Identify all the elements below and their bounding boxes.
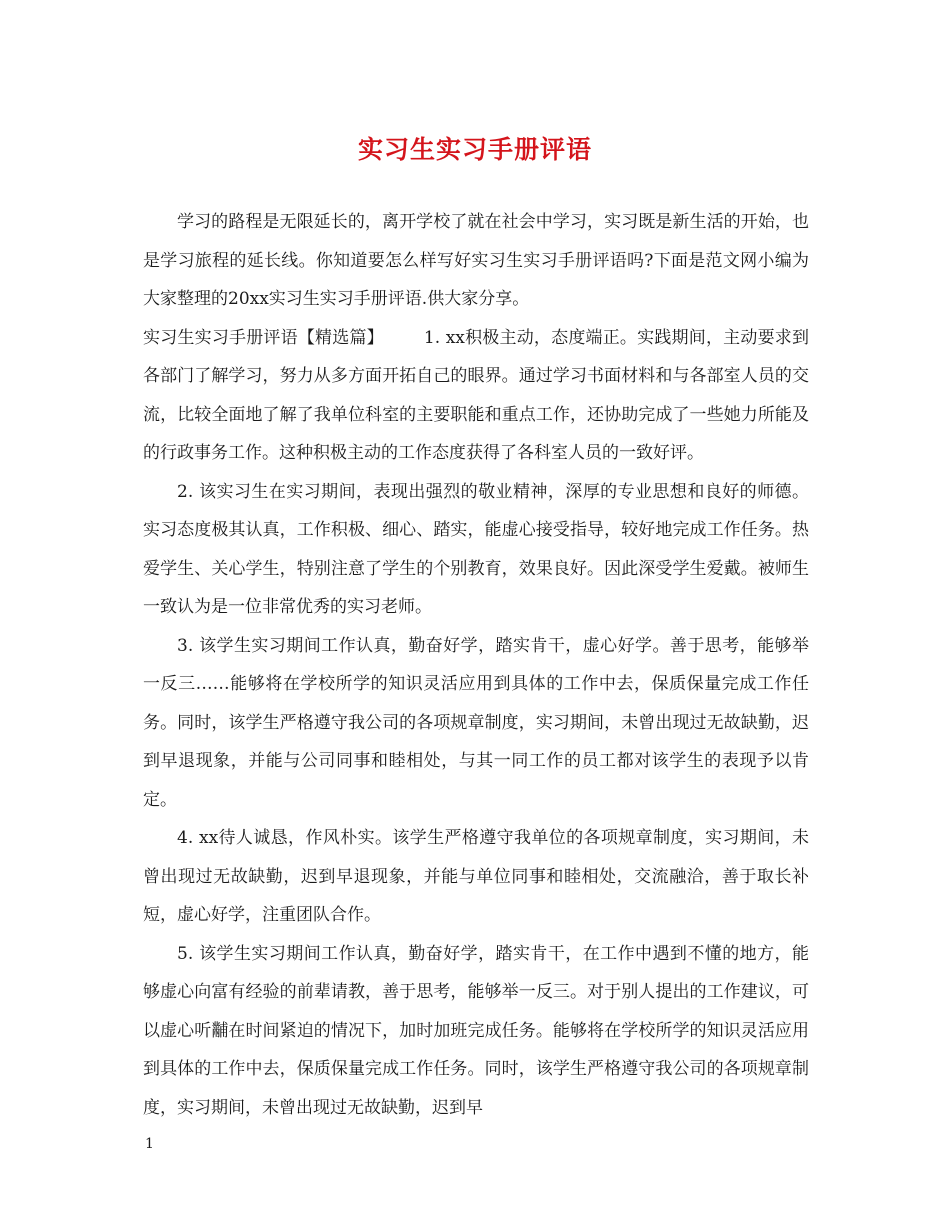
comment-item-4: 4. xx待人诚恳，作风朴实。该学生严格遵守我单位的各项规章制度，实习期间，未曾出现过无故缺勤，迟到早退现象，并能与单位同事和睦相处，交流融洽，善于取长补短，虚心好学，注重团队合作。: [143, 828, 809, 925]
comment-item-1: 1. xx积极主动，态度端正。实践期间，主动要求到各部门了解学习，努力从多方面开拓自己的眼界。通过学习书面材料和与各部室人员的交流，比较全面地了解了我单位科室的主要职能和重点工作，还协助完成了一些她力所能及的行政事务工作。这种积极主动的工作态度获得了各科室人员的一致好评。: [143, 327, 809, 463]
page-title: 实习生实习手册评语: [357, 135, 592, 164]
section-paragraph: [143, 319, 809, 473]
comment-item-3: 3. 该学生实习期间工作认真，勤奋好学，踏实肯干，虚心好学。善于思考，能够举一反三……能够将在学校所学的知识灵活应用到具体的工作中去，保质保量完成工作任务。同时，该学生严格遵守我公司的各项规章制度，实习期间，未曾出现过无故缺勤，迟到早退现象，并能与公司同事和睦相处，与其一同工作的员工都对该学生的表现予以肯定。: [143, 635, 809, 810]
document-body: [143, 203, 809, 1127]
comment-item-2: 2. 该实习生在实习期间，表现出强烈的敬业精神，深厚的专业思想和良好的师德。实习态度极其认真，工作积极、细心、踏实，能虚心接受指导，较好地完成工作任务。热爱学生、关心学生，特别注意了学生的个别教育，效果良好。因此深受学生爱戴。被师生一致认为是一位非常优秀的实习老师。: [143, 481, 809, 617]
comment-item-5: 5. 该学生实习期间工作认真，勤奋好学，踏实肯干，在工作中遇到不懂的地方，能够虚心向富有经验的前辈请教，善于思考，能够举一反三。对于别人提出的工作建议，可以虚心听黼在时间紧迫的情况下，加时加班完成任务。能够将在学校所学的知识灵活应用到具体的工作中去，保质保量完成工作任务。同时，该学生严格遵守我公司的各项规章制度，实习期间，未曾出现过无故缺勤，迟到早: [143, 943, 809, 1118]
section-heading: 实习生实习手册评语【精选篇】: [143, 327, 384, 348]
intro-paragraph: 学习的路程是无限延长的，离开学校了就在社会中学习，实习既是新生活的开始，也是学习旅程的延长线。你知道要怎么样写好实习生实习手册评语吗?下面是范文网小编为大家整理的20xx实习生实习手册评语.供大家分享。: [143, 212, 809, 309]
page-number: 1: [145, 1136, 154, 1152]
